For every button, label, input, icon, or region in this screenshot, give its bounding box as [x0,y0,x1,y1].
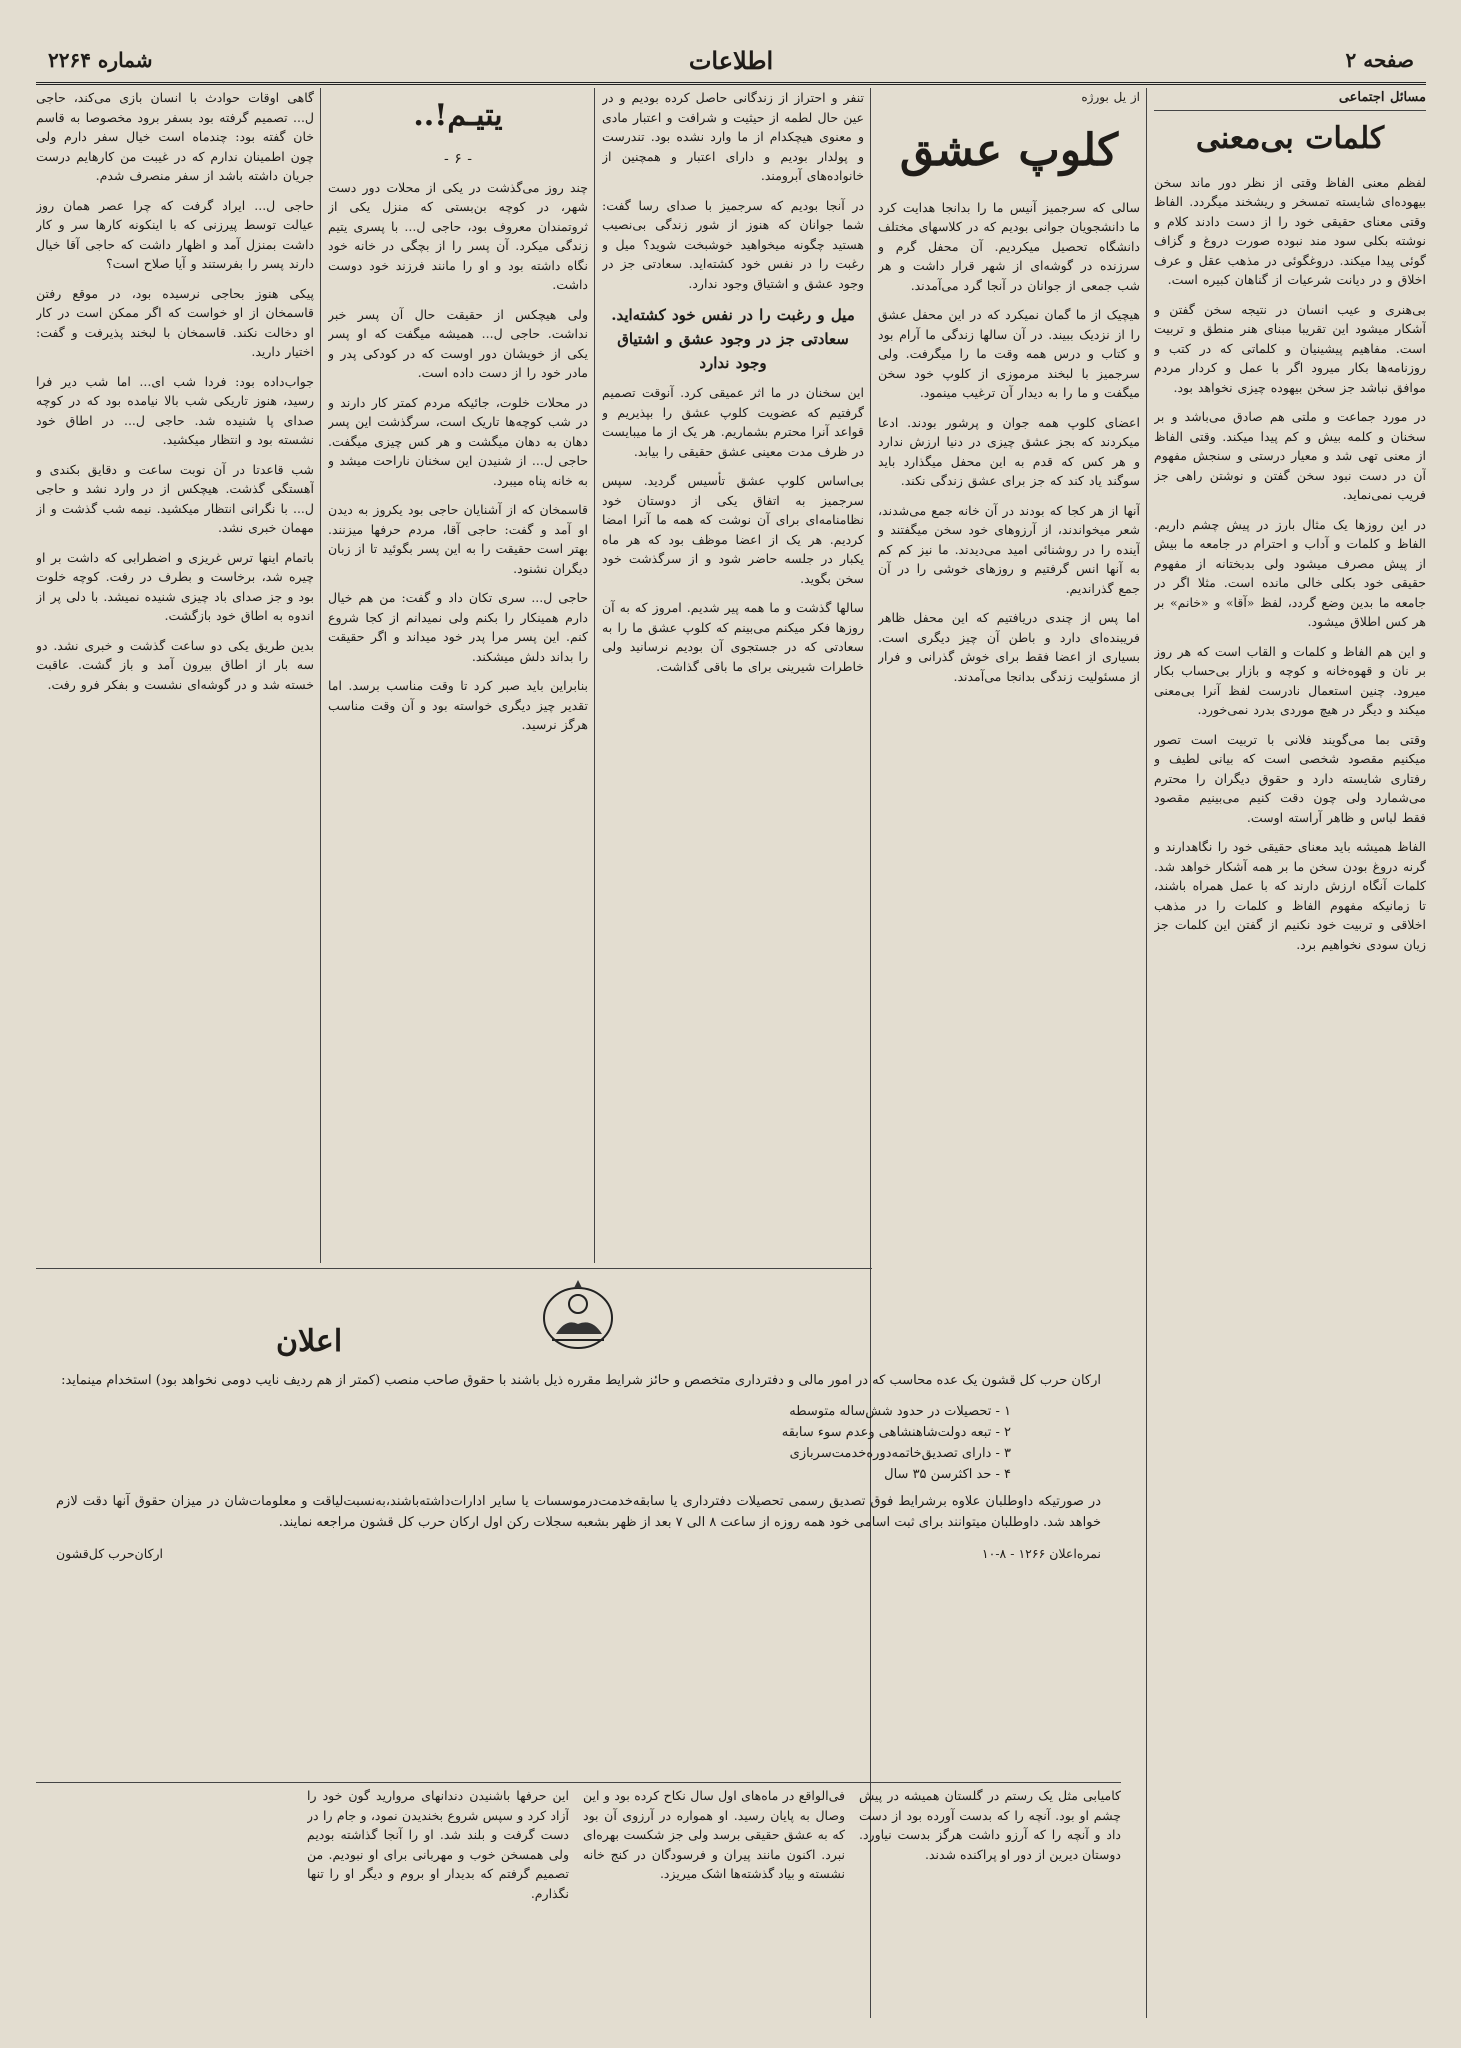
paragraph: تنفر و احتراز از زندگانی حاصل کرده بودیم و در عین حال لطمه از حیثیت و شرافت و اعتبار مادی و معنوی هیچکدام از ما وارد نشده بود. تندرست و پولدار بودیم و دارای اعتبار و همچنین از خانواده‌های آبرومند. [602,90,864,183]
section-divider [36,1268,872,1269]
paragraph: سالی که سرجمیز آنیس ما را بدانجا هدایت کرد ما دانشجویان جوانی بودیم که در کلاسهای مختلف دانشگاه تحصیل میکردیم. آن محفل گرم و سرزنده در گوشه‌ای از شهر قرار داشت و هر شب جمعی از جوانان در آنجا گرد می‌آمدند. [878,199,1140,293]
orphan-serial-continued [36,88,314,1263]
paragraph: سالها گذشت و ما همه پیر شدیم. امروز که به آن روزها فکر میکنم می‌بینم که کلوپ عشق ما را به سعادتی که در جستجوی آن بودیم نرسانید ولی خاطرات شیرینی برای ما باقی گذاشت. [602,600,864,674]
notice-footer [56,1543,1101,1564]
paragraph: قاسمخان که از آشنایان حاجی بود یکروز به دیدن او آمد و گفت: حاجی آقا، مردم حرفها میزنند. بهتر است حقیقت را به این پسر بگوئید تا از زبان دیگران نشنود. [328,502,588,576]
article-headline: کلمات بی‌معنی [1195,120,1385,156]
serial-number: - ۶ - [444,151,472,167]
paragraph: اعضای کلوپ همه جوان و پرشور بودند. ادعا میکردند که بجز عشق چیزی در دنیا ارزش ندارد و هر کس که قدم به این محفل میگذارد باید سوگند یاد کند که جز برای عشق زندگی نکند. [878,414,1140,488]
paragraph: حاجی ل... سری تکان داد و گفت: من هم خیال دارم همینکار را بکنم ولی نمیدانم از کجا شروع کنم. این پسر مرا پدر خود میداند و اگر حقیقت را بداند دلش میشکند. [328,590,588,664]
lion-and-sun-emblem-icon [536,1278,621,1353]
column-rule [320,88,321,1263]
section-divider [36,1782,1121,1783]
column-rule [1146,88,1147,2018]
paragraph: گاهی اوقات حوادث با انسان بازی می‌کند، حاجی ل... تصمیم گرفته بود بسفر برود مخصوصا به قاسم خان گفته بود: چندماه است خیال سفر دارم ولی چون اطمینان ندارم که در غیبت من کارهایم درست جریان داشته باشد از سفر منصرف شدم. [36,90,314,183]
notice-body [56,1370,1101,1564]
paragraph: بنابراین باید صبر کرد تا وقت مناسب برسد. اما تقدیر چیز دیگری خواسته بود و آن وقت مناسب هرگز نرسید. [328,678,588,732]
paragraph: لفظم معنی الفاظ وقتی از نظر دور ماند سخن بیهوده‌ای شایسته تمسخر و ریشخند میگردد. الفاظ وقتی معنای حقیقی خود را از دست دادند کلام و نوشته بکلی سود مند نبوده صورت دروغ و گزاف گوئی پیدا میکند. دروغگوئی در مذهب عقل و عرف اخلاق و در دیانت شرعیات از گناهان کبیره است. [1154,174,1426,287]
paragraph: باتمام اینها ترس غریزی و اضطرابی که داشت بر او چیره شد، برخاست و بطرف در رفت. کوچه خلوت بود و جز صدای باد چیزی شنیده نمیشد. با دلی پر از اندوه به اطاق خود بازگشت. [36,549,314,623]
paragraph: جواب‌داده بود: فردا شب ای... اما شب دیر فرا رسید، هنوز تاریکی شب بالا نیامده بود که در کوچه صدای پا شنیده شد. حاجی ل... در اطاق خود نشسته بود و انتظار میکشید. [36,373,314,447]
paragraph: پیکی هنوز بحاجی نرسیده بود، در موقع رفتن قاسمخان از او خواست که اگر ممکن است در کار او دخالت نکند. قاسمخان با لبخند پذیرفت و گفت: اختیار دارید. [36,285,314,359]
orphan-serial [328,88,588,1263]
article-byline: از یل بورژه [1081,90,1140,104]
paragraph: بی‌اساس کلوپ عشق تأسیس گردید. سپس سرجمیز به اتفاق یکی از دوستان خود نظامنامه‌ای برای آن نوشت که همه ما آنرا امضا کردیم. هر یک از اعضا موظف بود که هر ماه یکبار در جلسه حاضر شود و از سرگذشت خود سخن بگوید. [602,473,864,586]
list-item: ۲ - تبعه دولت‌شاهنشاهی وعدم سوء سابقه [781,1425,1011,1440]
paragraph: بدین طریق یکی دو ساعت گذشت و خبری نشد. دو سه بار از اطاق بیرون آمد و باز گشت. عاقبت خسته شد و در گوشه‌ای نشست و بفکر فرو رفت. [36,637,314,692]
paragraph: وقتی بما می‌گویند فلانی با تربیت است تصور میکنیم مقصود شخصی است که بیانی لطیف و رفتاری شایسته دارد و حقوق دیگران را محترم می‌شمارد ولی چون دقت کنیم می‌بینیم مقصود فقط لباس و ظاهر آراسته اوست. [1154,731,1426,825]
paragraph: اما پس از چندی دریافتیم که این محفل ظاهر فریبنده‌ای دارد و باطن آن چیز دیگری است. بسیاری از اعضا فقط برای خوش گذرانی و فرار از مسئولیت زندگی بدانجا می‌آمدند. [878,610,1140,684]
paragraph: و این هم الفاظ و کلمات و القاب است که هر روز بر نان و قهوه‌خانه و کوچه و بازار بی‌حساب بکار میرود. چنین استعمال نادرست لفظ آنرا بی‌معنی میکند و دیگر در هیچ موردی بدرد نمی‌خورد. [1154,643,1426,717]
official-notice [36,1270,1121,1778]
paragraph: شب قاعدتا در آن نوبت ساعت و دقایق بکندی و آهستگی گذشت. هیچکس از در وارد نشد و حاجی ل... با نگرانی انتظار میکشید. نیمه شب گذشت و از مهمان خبری نشد. [36,461,314,535]
club-article-continued [602,88,864,1263]
paragraph: در مورد جماعت و ملتی هم صادق می‌باشد و بر سخنان و کلمه بیش و کم پیدا میکند. وقتی الفاظ از معنی تهی شد و معیار درستی و سنجش مفهوم آن در دست نبود سخن گفتن و نوشتن راهی جز فریب نمی‌نماید. [1154,409,1426,502]
paragraph: این سخنان در ما اثر عمیقی کرد. آنوقت تصمیم گرفتیم که عضویت کلوپ عشق را بپذیریم و قواعد آنرا محترم بشماریم. هر یک از ما میبایست در ظرف مدت معینی عشق حقیقی را بیابد. [602,385,864,459]
article-headline: کلوپ عشق [899,124,1119,176]
section-kicker: مسائل اجتماعی [1154,88,1426,111]
list-item: ۳ - دارای تصدیق‌خاتمه‌دوره‌خدمت‌سربازی [789,1446,1011,1461]
notice-signature: ارکان‌حرب کل‌قشون [56,1546,163,1561]
issue-number: شماره ۲۲۶۴ [48,48,153,72]
paper-name: اطلاعات [688,46,774,75]
paragraph: هیچیک از ما گمان نمیکرد که در این محفل عشق را از نزدیک ببیند. در آن سالها زندگی ما آرام بود و کتاب و درس همه وقت ما را میگرفت. ولی سرجمیز با لبخند مرموزی از کلوپ خود سخن میگفت و ما را به دیدار آن ترغیب مینمود. [878,307,1140,400]
paragraph: حاجی ل... ایراد گرفت که چرا عصر همان روز عیالت توسط پیرزنی که با اینکونه کارها سر و کار داشت بمنزل آمد و اظهار داشت که حاجی آقا خیال دارند پسر را بفرستند و آیا صلاح است؟ [36,197,314,271]
list-item: ۴ - حد اکثرسن ۳۵ سال [884,1467,1011,1482]
article-subhead: میل و رغبت را در نفس خود کشته‌اید. سعادتی جز در وجود عشق و اشتیاق وجود ندارد [611,306,855,372]
paragraph: در این روزها یک مثال بارز در پیش چشم داریم. الفاظ و کلمات و آداب و احترام در جامعه ما بیش از پیش مصرف میشود ولی بدبختانه از مفهوم حقیقی خود بکلی خالی مانده است. مثلا اگر در جامعه ما بدین وضع گردد، لفظ «آقا» و «خانم» بر هر کس اطلاق میشود. [1154,516,1426,629]
masthead [36,40,1426,85]
paragraph: ولی هیچکس از حقیقت حال آن پسر خبر نداشت. حاجی ل... همیشه میگفت که او پسر یکی از خویشان دور اوست که در کودکی پدر و مادر خود را از دست داده است. [328,306,588,380]
bottom-continuations [36,1786,1121,2018]
paragraph: آنها از هر کجا که بودند در آن خانه جمع می‌شدند، شعر میخواندند، از آرزوهای خود سخن میگفتند و آینده را در روشنائی امید می‌دیدند. ما نیز کم کم به آنها انس گرفتیم و روزهای خوشی را در آن جمع گذراندیم. [878,502,1140,596]
column-rule [594,88,595,1263]
paragraph: در آنجا بودیم که سرجمیز با صدای رسا گفت: شما جوانان که هنوز از شور زندگی بی‌نصیب هستید چگونه میخواهید خوشبخت شوید؟ میل و رغبت را در نفس خود کشته‌اید. سعادتی جز در وجود عشق و اشتیاق وجود ندارد. [602,197,864,291]
notice-details: در صورتیکه داوطلبان علاوه برشرایط فوق تصدیق رسمی تحصیلات دفترداری یا سابقه‌خدمت‌درموسسات یا سایر ادارات‌داشته‌باشند،به‌نسبت‌لیاقت و معلومات‌شان در میزان حقوق آنها دقت لازم خواهد شد. داوطلبان میتوانند برای ثبت اسامی خود همه روزه از ساعت ۸ الی ۷ بعد از ظهر بشعبه سجلات رکن اول ارکان حرب کل قشون مراجعه نمایند. [56,1494,1101,1530]
notice-intro: ارکان حرب کل قشون یک عده محاسب که در امور مالی و دفترداری متخصص و حائز شرایط مقرره ذیل باشند با حقوق صاحب منصب (کمتر از هم ردیف نایب دومی نخواهد بود) استخدام مینماید: [61,1373,1101,1388]
paragraph: الفاظ همیشه باید معنای حقیقی خود را نگاهدارند و گرنه دروغ بودن سخن ما بر همه آشکار خواهد شد. کلمات آنگاه ارزش دارند که با عمل همراه باشند، تا زمانیکه مفهوم الفاظ و کلمات را در مذهب اخلاقی و تربیت خود نکنیم از گفتن این کلمات جز زیان سودی نخواهیم برد. [1154,839,1426,952]
page-number: صفحه ۲ [1345,48,1414,72]
continuation-column: کامیابی مثل یک رستم در گلستان همیشه در پیش چشم او بود. آنچه را که بدست آورده بود از دست داد و آنچه را که آرزو داشت هرگز بدست نیاورد. دوستان دیرین از دور او پراکنده شدند. [859,1788,1121,1862]
list-item: ۱ - تحصیلات در حدود شش‌ساله متوسطه [789,1404,1011,1419]
paragraph: چند روز می‌گذشت در یکی از محلات دور دست شهر، در کوچه بن‌بستی که منزل یکی از ثروتمندان معروف بود، حاجی ل... با پسری یتیم زندگی میکرد. آن پسر را از بچگی در خانه خود نگاه داشته بود و او را مانند فرزند خود دوست داشت. [328,179,588,292]
notice-title: اعلان [276,1324,343,1359]
paragraph: بی‌هنری و عیب انسان در نتیجه سخن گفتن و آشکار میشود این تقریبا مبنای هنر منطق و تربیت است. مفاهیم پیشینیان و کلماتی که در کتب و روزنامه‌ها بکار میرود اگر با عمل و کردار مردم موافق نباشد جز سخن بیهوده چیزی نخواهد بود. [1154,301,1426,395]
notice-reference: نمره‌اعلان ۱۲۶۶ - ۸-۱۰ [981,1546,1101,1561]
notice-requirements [56,1401,1011,1485]
continuation-column: فی‌الواقع در ماه‌های اول سال نکاح کرده بود و این وصال به پایان رسید. او همواره در آرزوی آن بود که به عشق حقیقی برسد ولی جز شکست بهره‌ای نبرد. اکنون مانند پیران و فرسودگان در کنج خانه نشسته و بیاد گذشته‌ها اشک میریزد. [583,1788,845,1881]
serial-headline: یتیـم!.. [413,98,503,133]
paragraph: در محلات خلوت، جائیکه مردم کمتر کار دارند و در شب کوچه‌ها تاریک است، سرگذشت این پسر دهان به دهان میگشت و هر کس چیزی میگفت. حاجی ل... از شنیدن این سخنان ناراحت میشد و به خانه پناه میبرد. [328,394,588,488]
continuation-column: این حرفها باشنیدن دندانهای مروارید گون خود را آزاد کرد و سپس شروع بخندیدن نمود، و جام را در دست گرفت و بلند شد. او را آنجا گذاشته بودیم ولی همسخن خوب و مهربانی برای او نبودیم. من تصمیم گرفتم که بدیدار او بروم و دیگر او را تنها نگذارم. [307,1788,569,1901]
social-article [1154,88,1426,2018]
